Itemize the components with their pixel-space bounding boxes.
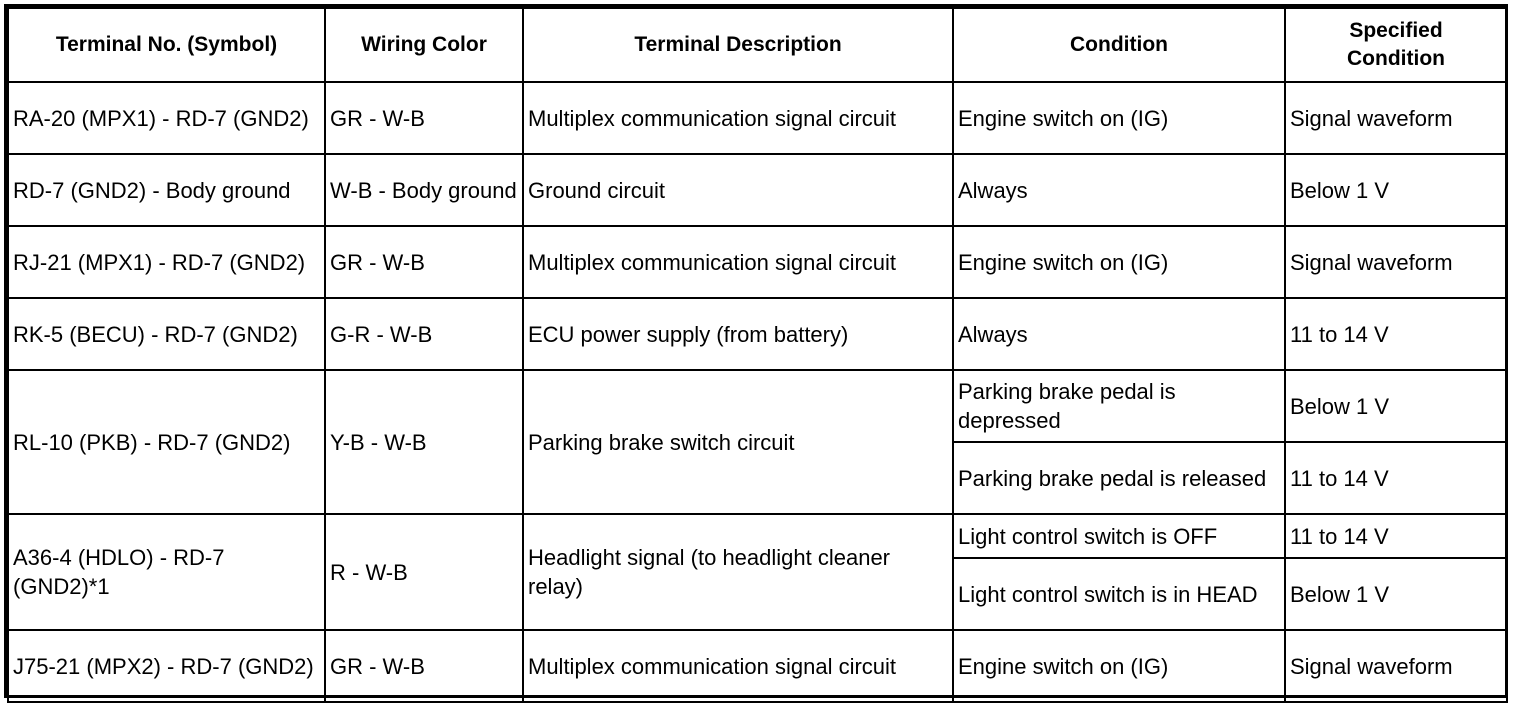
cell-terminal: RJ-21 (MPX1) - RD-7 (GND2) [8,226,325,298]
cell-wiring: R - W-B [325,514,523,630]
header-wiring-color: Wiring Color [325,8,523,82]
table-row [8,630,1507,702]
terminal-spec-table-frame [4,4,1508,698]
cell-wiring: G-R - W-B [325,298,523,370]
cell-condition: Parking brake pedal is released [953,442,1285,514]
cell-wiring: GR - W-B [325,82,523,154]
table-row [8,226,1507,298]
header-terminal: Terminal No. (Symbol) [8,8,325,82]
cell-condition: Engine switch on (IG) [953,82,1285,154]
cell-condition: Light control switch is in HEAD [953,558,1285,630]
cell-specified: 11 to 14 V [1285,298,1507,370]
cell-specified: Below 1 V [1285,370,1507,442]
cell-condition: Light control switch is OFF [953,514,1285,558]
table-row [8,370,1507,442]
cell-description: Ground circuit [523,154,953,226]
cell-specified: Signal waveform [1285,82,1507,154]
cell-description: Multiplex communication signal circuit [523,82,953,154]
cell-condition: Always [953,298,1285,370]
cell-wiring: GR - W-B [325,630,523,702]
cell-wiring: Y-B - W-B [325,370,523,514]
cell-specified: 11 to 14 V [1285,442,1507,514]
table-row [8,514,1507,558]
header-condition: Condition [953,8,1285,82]
cell-description: Multiplex communication signal circuit [523,630,953,702]
cell-description: Parking brake switch circuit [523,370,953,514]
cell-terminal: RD-7 (GND2) - Body ground [8,154,325,226]
table-row [8,298,1507,370]
cell-specified: Signal waveform [1285,630,1507,702]
header-terminal-description: Terminal Description [523,8,953,82]
cell-wiring: W-B - Body ground [325,154,523,226]
cell-condition: Always [953,154,1285,226]
cell-description: ECU power supply (from battery) [523,298,953,370]
cell-specified: Signal waveform [1285,226,1507,298]
cell-condition: Parking brake pedal is depressed [953,370,1285,442]
cell-terminal: RA-20 (MPX1) - RD-7 (GND2) [8,82,325,154]
cell-specified: 11 to 14 V [1285,514,1507,558]
header-specified-condition: Specified Condition [1285,8,1507,82]
cell-terminal: J75-21 (MPX2) - RD-7 (GND2) [8,630,325,702]
cell-terminal: A36-4 (HDLO) - RD-7 (GND2)*1 [8,514,325,630]
cell-specified: Below 1 V [1285,154,1507,226]
cell-condition: Engine switch on (IG) [953,630,1285,702]
cell-condition: Engine switch on (IG) [953,226,1285,298]
table-row [8,154,1507,226]
cell-description: Headlight signal (to headlight cleaner relay) [523,514,953,630]
cell-terminal: RK-5 (BECU) - RD-7 (GND2) [8,298,325,370]
table-row [8,82,1507,154]
cell-wiring: GR - W-B [325,226,523,298]
cell-description: Multiplex communication signal circuit [523,226,953,298]
terminal-spec-table [7,7,1508,703]
cell-specified: Below 1 V [1285,558,1507,630]
table-header-row [8,8,1507,82]
cell-terminal: RL-10 (PKB) - RD-7 (GND2) [8,370,325,514]
